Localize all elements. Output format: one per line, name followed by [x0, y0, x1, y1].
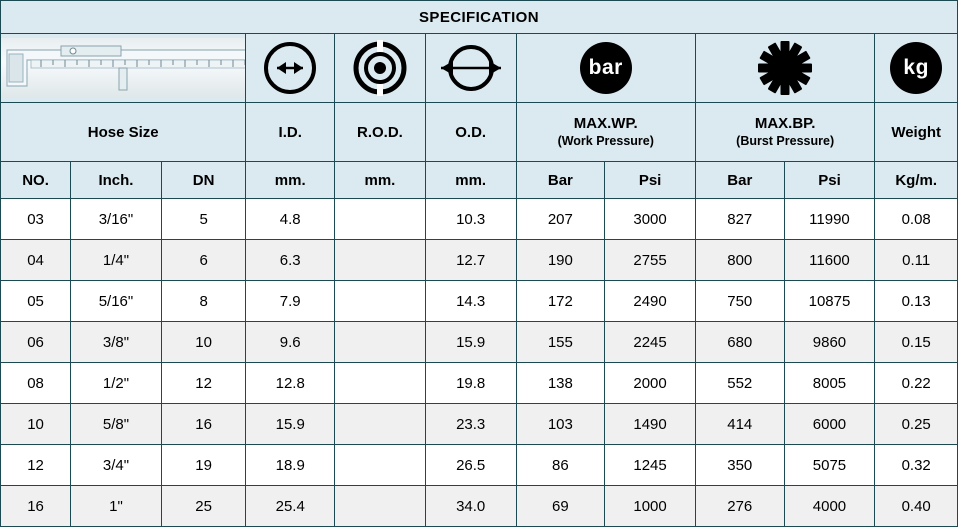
cell-no: 06 [1, 322, 71, 363]
cell-id: 12.8 [246, 363, 335, 404]
cell-rod [335, 199, 426, 240]
cell-inch: 5/8" [71, 404, 162, 445]
subheader-no: NO. [1, 162, 71, 199]
bar-pressure-icon-wrap [517, 35, 695, 101]
inner-diameter-icon-wrap [246, 35, 334, 101]
cell-od: 23.3 [425, 404, 516, 445]
cell-bp-psi: 11990 [784, 199, 875, 240]
cell-id: 6.3 [246, 240, 335, 281]
cell-rod [335, 322, 426, 363]
cell-bp-psi: 6000 [784, 404, 875, 445]
cell-weight: 0.11 [875, 240, 958, 281]
cell-inch: 5/16" [71, 281, 162, 322]
bar-pressure-icon-cell [516, 34, 695, 103]
cell-wp-bar: 190 [516, 240, 605, 281]
cell-id: 15.9 [246, 404, 335, 445]
cell-wp-psi: 2000 [605, 363, 696, 404]
cell-weight: 0.40 [875, 486, 958, 527]
subheader-inch: Inch. [71, 162, 162, 199]
cell-inch: 3/16" [71, 199, 162, 240]
cell-od: 10.3 [425, 199, 516, 240]
cell-wp-bar: 86 [516, 445, 605, 486]
cell-weight: 0.08 [875, 199, 958, 240]
subheader-wp-bar: Bar [516, 162, 605, 199]
cell-wp-psi: 1000 [605, 486, 696, 527]
subheader-dn: DN [161, 162, 246, 199]
cell-dn: 16 [161, 404, 246, 445]
cell-bp-psi: 9860 [784, 322, 875, 363]
cell-id: 7.9 [246, 281, 335, 322]
cell-wp-psi: 1490 [605, 404, 696, 445]
subheader-row [1, 162, 958, 199]
weight-kg-icon-cell [875, 34, 958, 103]
subheader-bp-bar: Bar [695, 162, 784, 199]
cell-id: 25.4 [246, 486, 335, 527]
burst-star-icon-cell [695, 34, 874, 103]
cell-id: 18.9 [246, 445, 335, 486]
cell-bp-bar: 276 [695, 486, 784, 527]
rod-diameter-icon [348, 40, 412, 96]
cell-bp-bar: 680 [695, 322, 784, 363]
caliper-icon-wrap [1, 35, 245, 101]
cell-bp-bar: 750 [695, 281, 784, 322]
cell-od: 26.5 [425, 445, 516, 486]
cell-bp-psi: 11600 [784, 240, 875, 281]
outer-diameter-icon [431, 40, 511, 96]
cell-wp-psi: 2245 [605, 322, 696, 363]
cell-bp-bar: 827 [695, 199, 784, 240]
cell-od: 19.8 [425, 363, 516, 404]
subheader-wp-psi: Psi [605, 162, 696, 199]
header-max-wp-sub: (Work Pressure) [557, 133, 654, 148]
burst-star-icon-wrap [696, 35, 874, 101]
cell-wp-bar: 155 [516, 322, 605, 363]
outer-diameter-icon-cell [425, 34, 516, 103]
cell-weight: 0.32 [875, 445, 958, 486]
caliper-icon [1, 38, 245, 98]
cell-rod [335, 363, 426, 404]
table-row [1, 199, 958, 240]
cell-rod [335, 445, 426, 486]
cell-dn: 10 [161, 322, 246, 363]
cell-wp-bar: 69 [516, 486, 605, 527]
cell-no: 12 [1, 445, 71, 486]
cell-id: 9.6 [246, 322, 335, 363]
cell-rod [335, 240, 426, 281]
cell-inch: 1" [71, 486, 162, 527]
cell-no: 16 [1, 486, 71, 527]
caliper-icon-cell [1, 34, 246, 103]
header-weight: Weight [875, 103, 958, 162]
cell-wp-psi: 1245 [605, 445, 696, 486]
header-max-bp-sub: (Burst Pressure) [736, 133, 835, 148]
subheader-rod-mm: mm. [335, 162, 426, 199]
icon-row [1, 34, 958, 103]
inner-diameter-icon [257, 40, 323, 96]
cell-wp-bar: 207 [516, 199, 605, 240]
header-hose-size: Hose Size [1, 103, 246, 162]
rod-diameter-icon-cell [335, 34, 426, 103]
subheader-bp-psi: Psi [784, 162, 875, 199]
cell-no: 05 [1, 281, 71, 322]
cell-dn: 6 [161, 240, 246, 281]
cell-bp-bar: 414 [695, 404, 784, 445]
cell-bp-psi: 5075 [784, 445, 875, 486]
cell-wp-psi: 3000 [605, 199, 696, 240]
cell-rod [335, 281, 426, 322]
cell-dn: 8 [161, 281, 246, 322]
cell-rod [335, 404, 426, 445]
table-row [1, 281, 958, 322]
cell-rod [335, 486, 426, 527]
header-rod: R.O.D. [335, 103, 426, 162]
header-max-wp-main: MAX.WP. [573, 115, 638, 133]
cell-od: 15.9 [425, 322, 516, 363]
cell-wp-bar: 172 [516, 281, 605, 322]
subheader-id-mm: mm. [246, 162, 335, 199]
cell-no: 10 [1, 404, 71, 445]
cell-wp-psi: 2490 [605, 281, 696, 322]
outer-diameter-icon-wrap [426, 35, 516, 101]
cell-weight: 0.25 [875, 404, 958, 445]
cell-od: 34.0 [425, 486, 516, 527]
cell-weight: 0.22 [875, 363, 958, 404]
subheader-weight-kgm: Kg/m. [875, 162, 958, 199]
rod-diameter-icon-wrap [335, 35, 425, 101]
weight-kg-icon: kg [890, 42, 942, 94]
cell-dn: 5 [161, 199, 246, 240]
cell-weight: 0.15 [875, 322, 958, 363]
cell-dn: 19 [161, 445, 246, 486]
cell-weight: 0.13 [875, 281, 958, 322]
weight-kg-icon-wrap [875, 35, 957, 101]
cell-bp-bar: 350 [695, 445, 784, 486]
table-row [1, 363, 958, 404]
cell-inch: 1/4" [71, 240, 162, 281]
bar-pressure-icon: bar [580, 42, 632, 94]
table-row [1, 445, 958, 486]
cell-bp-bar: 800 [695, 240, 784, 281]
header-od: O.D. [425, 103, 516, 162]
cell-bp-psi: 10875 [784, 281, 875, 322]
cell-inch: 3/4" [71, 445, 162, 486]
table-row [1, 404, 958, 445]
cell-no: 08 [1, 363, 71, 404]
cell-wp-psi: 2755 [605, 240, 696, 281]
table-row [1, 322, 958, 363]
header-max-bp [695, 103, 874, 162]
cell-od: 12.7 [425, 240, 516, 281]
inner-diameter-icon-cell [246, 34, 335, 103]
subheader-od-mm: mm. [425, 162, 516, 199]
cell-no: 04 [1, 240, 71, 281]
cell-bp-psi: 4000 [784, 486, 875, 527]
burst-star-icon [757, 40, 813, 96]
table-row [1, 486, 958, 527]
cell-dn: 12 [161, 363, 246, 404]
cell-inch: 1/2" [71, 363, 162, 404]
cell-bp-bar: 552 [695, 363, 784, 404]
cell-id: 4.8 [246, 199, 335, 240]
page-title: SPECIFICATION [1, 1, 958, 34]
caliper-icon-svg [1, 38, 245, 98]
header-id: I.D. [246, 103, 335, 162]
cell-inch: 3/8" [71, 322, 162, 363]
cell-no: 03 [1, 199, 71, 240]
header-max-wp [516, 103, 695, 162]
header-row [1, 103, 958, 162]
title-row [1, 1, 958, 34]
cell-wp-bar: 138 [516, 363, 605, 404]
cell-bp-psi: 8005 [784, 363, 875, 404]
cell-dn: 25 [161, 486, 246, 527]
cell-wp-bar: 103 [516, 404, 605, 445]
header-max-bp-main: MAX.BP. [754, 115, 816, 133]
table-row [1, 240, 958, 281]
cell-od: 14.3 [425, 281, 516, 322]
